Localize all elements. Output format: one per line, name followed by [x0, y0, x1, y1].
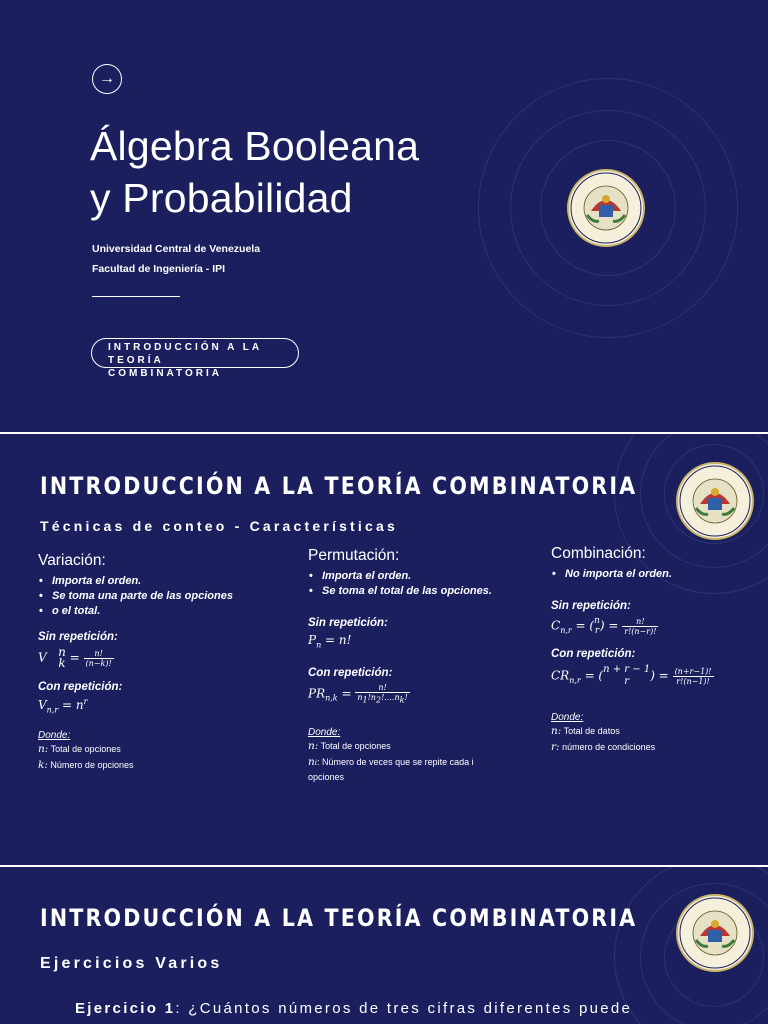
- exercise-1-text: Ejercicio 1: ¿Cuántos números de tres cifras diferentes puede: [75, 1000, 633, 1017]
- arrow-right-icon: →: [99, 70, 115, 87]
- combinacion-sin-formula: $C_{n,r} = (n$ r) = $\frac{n!}{r!(n-r)!}$: [551, 616, 657, 636]
- university-seal-logo: [676, 894, 754, 972]
- variacion-bullets: [38, 574, 278, 619]
- combinacion-definitions: n: Total de datos r: número de condiciones: [551, 725, 656, 753]
- permutacion-con-label: Con repetición:: [308, 667, 393, 680]
- variacion-sin-label: Sin repetición:: [38, 631, 118, 643]
- faculty-name: Facultad de Ingeniería - IPI: [92, 263, 226, 275]
- slide-subheading: Ejercicios Varios: [40, 955, 223, 972]
- variacion-title: Variación:: [38, 552, 106, 569]
- permutacion-definitions: n: Total de opciones ni: Número de veces que se repite cada i opciones: [308, 739, 474, 782]
- variacion-sin-formula: V n k = $\frac{n!}{(n-k)!}$: [38, 645, 112, 670]
- list-item: • Importa el orden.: [52, 574, 278, 589]
- slide-heading: INTRODUCCIÓN A LA TEORÍA COMBINATORIA: [40, 904, 638, 932]
- combinacion-con-formula: $CR_{n,r} = (n + r - 1$ r ) = $\frac{(n+r-1)!}{r!(n-1)!}$: [551, 664, 712, 687]
- combinacion-title: Combinación:: [551, 545, 646, 562]
- permutacion-title: Permutación:: [308, 547, 400, 564]
- variacion-definitions: n: Total de opciones k: Número de opciones: [38, 743, 134, 772]
- university-seal-logo: [676, 462, 754, 540]
- university-seal-logo: [567, 169, 645, 247]
- combinatorics-slide: [0, 434, 768, 865]
- permutacion-bullets: [308, 569, 543, 599]
- list-item-continuation: • o el total.: [52, 604, 278, 619]
- combinacion-con-label: Con repetición:: [551, 648, 636, 660]
- permutacion-sin-label: Sin repetición:: [308, 617, 388, 629]
- variacion-column: [38, 552, 278, 773]
- title-line-1: Álgebra Booleana: [90, 123, 420, 169]
- university-name: Universidad Central de Venezuela: [92, 243, 261, 255]
- permutacion-column: [308, 547, 543, 783]
- next-arrow-button[interactable]: [92, 64, 122, 94]
- variacion-con-label: Con repetición:: [38, 681, 123, 693]
- title-slide: [0, 0, 768, 432]
- topic-pill-button[interactable]: [91, 338, 299, 379]
- combinacion-donde-label: Donde:: [551, 712, 584, 723]
- list-item: • Se toma una parte de las opciones: [52, 589, 278, 604]
- permutacion-sin-formula: $P_n = n$!: [308, 633, 352, 650]
- permutacion-donde-label: Donde:: [308, 726, 341, 738]
- presentation-title: [90, 120, 419, 224]
- permutacion-con-formula: $PR_{n,k}$ = $\frac{n!}{n_1!n_2!....n_k!}$: [308, 683, 408, 705]
- variacion-donde-label: Donde:: [38, 730, 71, 742]
- title-line-2: y Probabilidad: [90, 175, 353, 221]
- slide-heading: INTRODUCCIÓN A LA TEORÍA COMBINATORIA: [40, 472, 638, 500]
- pill-line-2: TEORÍA COMBINATORIA: [108, 355, 222, 379]
- combinacion-column: [551, 545, 761, 755]
- combinacion-sin-label: Sin repetición:: [551, 600, 631, 612]
- combinacion-bullets: [551, 567, 761, 582]
- pill-line-1: INTRODUCCIÓN A LA: [108, 342, 263, 353]
- divider: [92, 296, 180, 297]
- list-item: • Importa el orden.: [322, 569, 543, 584]
- slide-subheading: Técnicas de conteo - Características: [40, 518, 398, 534]
- variacion-con-formula: $V_{n,r} = n^r$: [38, 697, 88, 715]
- list-item: • No importa el orden.: [565, 567, 761, 582]
- exercises-slide: [0, 867, 768, 1024]
- list-item: • Se toma el total de las opciones.: [322, 584, 543, 599]
